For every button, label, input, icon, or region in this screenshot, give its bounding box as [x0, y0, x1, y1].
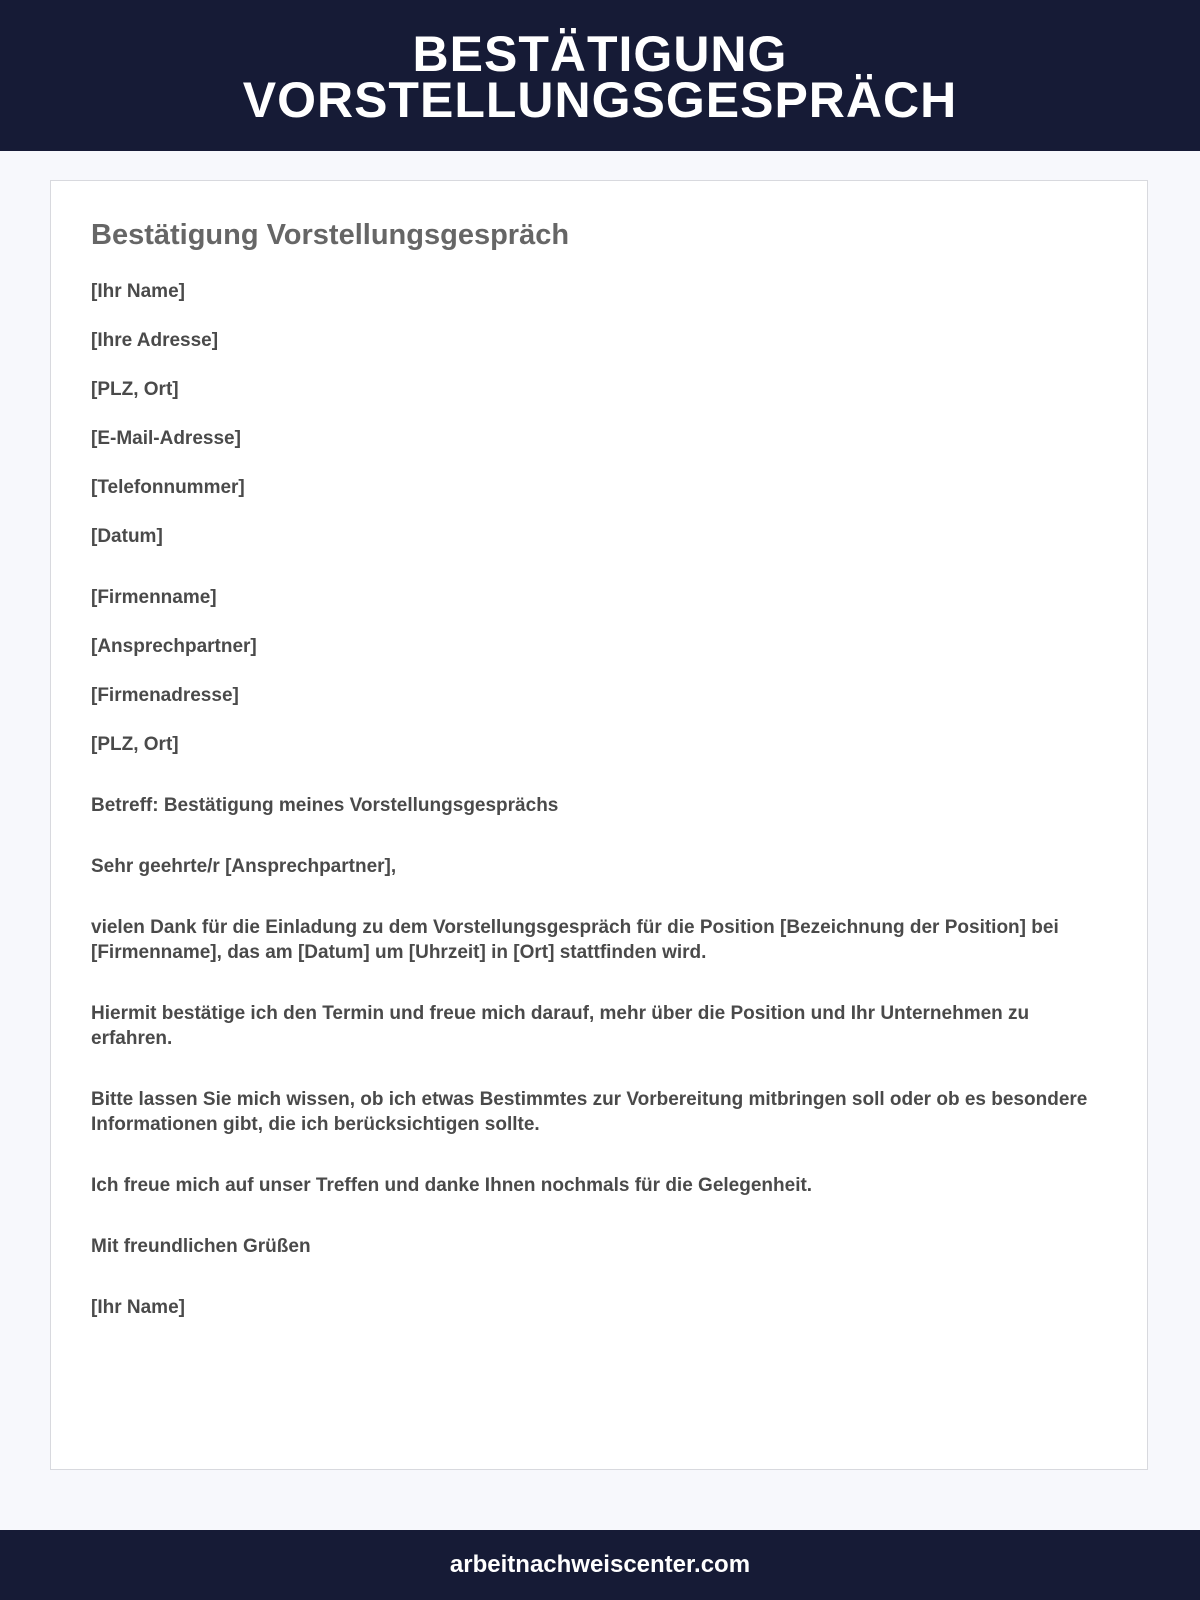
page-header: [0, 0, 1200, 151]
page-footer: [0, 1530, 1200, 1600]
letter-card: [50, 180, 1148, 1470]
sender-address: [Ihre Adresse]: [91, 330, 219, 351]
recipient-zip-city: [PLZ, Ort]: [91, 734, 179, 755]
letter-signature: [Ihr Name]: [91, 1297, 185, 1318]
recipient-contact: [Ansprechpartner]: [91, 636, 257, 657]
document-title: Bestätigung Vorstellungsgespräch: [91, 219, 570, 251]
letter-date: [Datum]: [91, 526, 163, 547]
letter-closing: Mit freundlichen Grüßen: [91, 1236, 311, 1257]
sender-email: [E-Mail-Adresse]: [91, 428, 241, 449]
body-paragraph: Ich freue mich auf unser Treffen und danke Ihnen nochmals für die Gelegenheit.: [91, 1175, 813, 1196]
sender-zip-city: [PLZ, Ort]: [91, 379, 179, 400]
recipient-address: [Firmenadresse]: [91, 685, 239, 706]
sender-phone: [Telefonnummer]: [91, 477, 245, 498]
letter-subject: Betreff: Bestätigung meines Vorstellungsgesprächs: [91, 795, 559, 816]
letter-salutation: Sehr geehrte/r [Ansprechpartner],: [91, 856, 397, 877]
footer-site-link[interactable]: arbeitnachweiscenter.com: [449, 1551, 751, 1578]
header-title: [242, 25, 958, 128]
body-paragraph: vielen Dank für die Einladung zu dem Vorstellungsgespräch für die Position [Bezeichnung der Position] bei [Firmenname], das am [Datum] um [Uhrzeit] in [Ort] stattfinden wird.: [91, 917, 1059, 963]
sender-name: [Ihr Name]: [91, 281, 185, 302]
body-paragraph: Bitte lassen Sie mich wissen, ob ich etwas Bestimmtes zur Vorbereitung mitbringen soll oder ob es besondere Informationen gibt, die ich berücksichtigen sollte.: [91, 1089, 1088, 1135]
recipient-company: [Firmenname]: [91, 587, 217, 608]
header-title-line1: BESTÄTIGUNG: [412, 25, 788, 82]
header-title-line2: VORSTELLUNGSGESPRÄCH: [242, 71, 958, 128]
body-paragraph: Hiermit bestätige ich den Termin und freue mich darauf, mehr über die Position und Ihr Unternehmen zu erfahren.: [91, 1003, 1030, 1049]
